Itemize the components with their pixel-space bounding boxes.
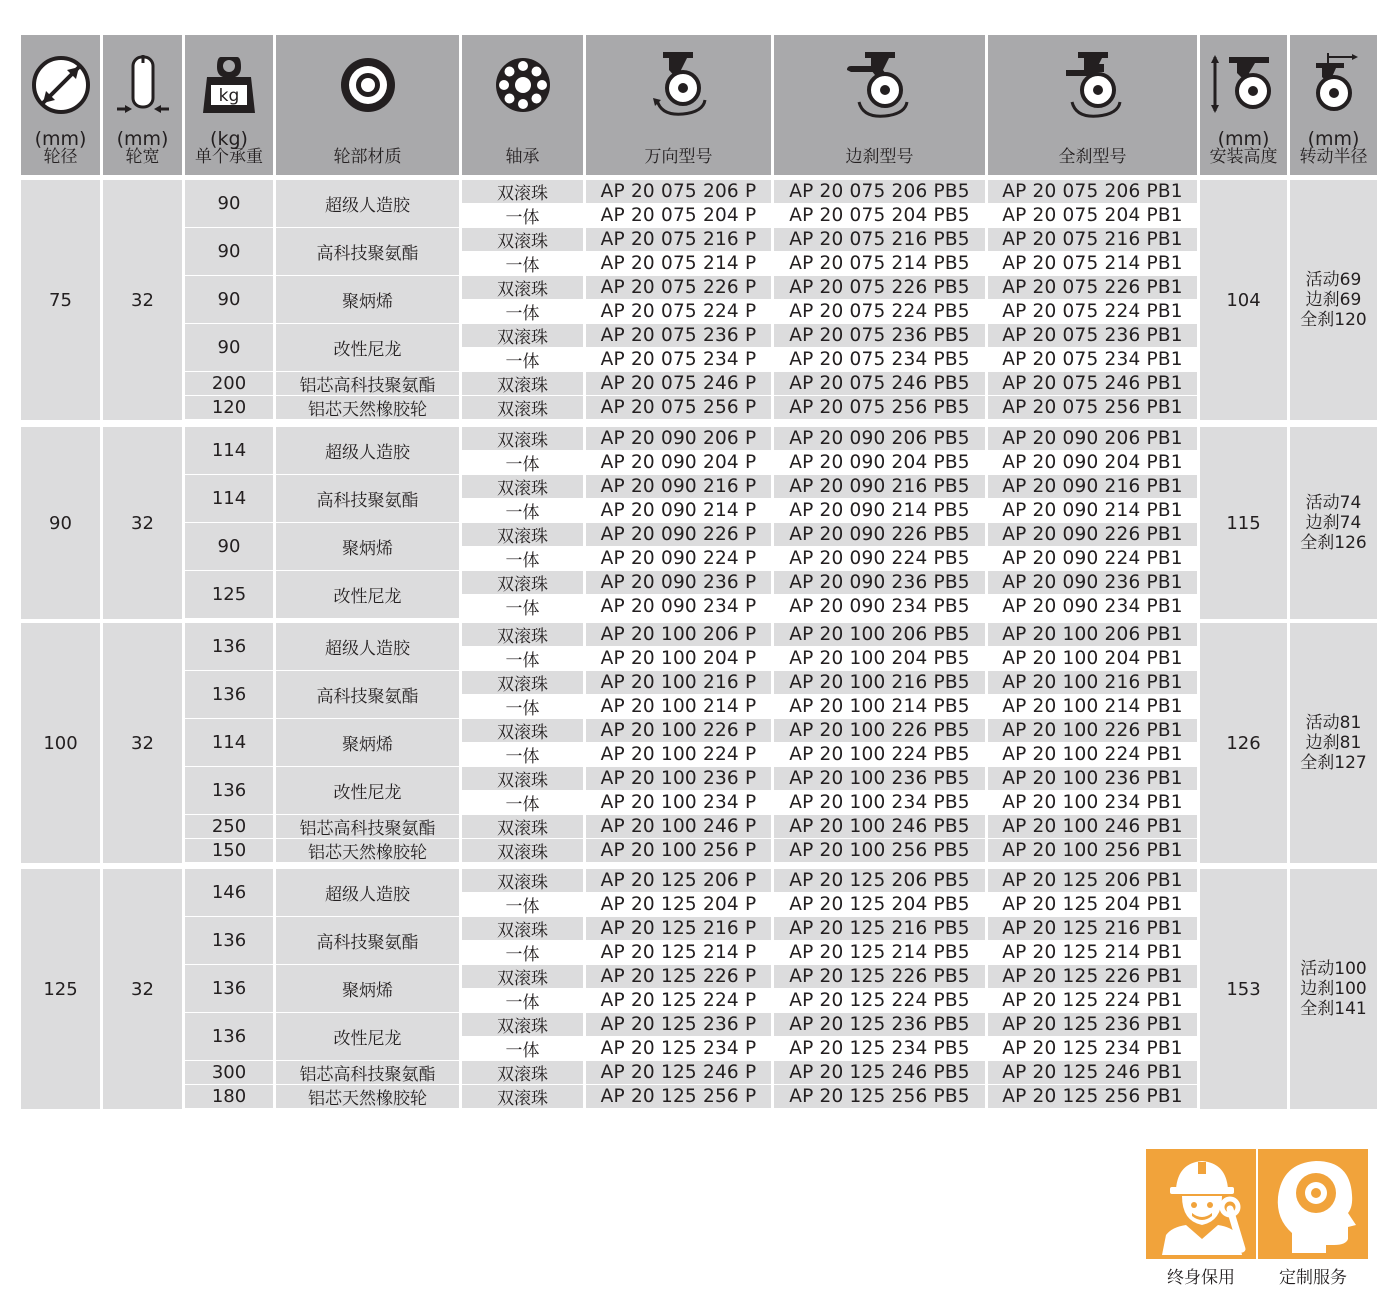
radius-line: 活动81 <box>1305 713 1362 733</box>
full-brake-model-cell: AP 20 075 246 PB1 <box>988 372 1197 395</box>
bearing-cell: 双滚珠 <box>462 372 583 395</box>
side-brake-model-cell: AP 20 100 224 PB5 <box>774 743 985 766</box>
bearing-cell: 双滚珠 <box>462 839 583 862</box>
swivel-model-cell: AP 20 090 226 P <box>586 523 771 546</box>
mount-height-cell: 115 <box>1200 427 1287 619</box>
full-brake-model-cell: AP 20 090 234 PB1 <box>988 595 1197 618</box>
material-cell: 超级人造胶 <box>276 623 459 670</box>
load-cell: 200 <box>185 372 273 395</box>
service-badges <box>1146 1149 1368 1289</box>
swivel-model-cell: AP 20 125 226 P <box>586 965 771 988</box>
material-cell: 高科技聚氨酯 <box>276 917 459 964</box>
side-brake-model-cell: AP 20 090 224 PB5 <box>774 547 985 570</box>
swivel-radius-cell <box>1290 869 1377 1109</box>
header-label: 安装高度 <box>1209 147 1278 167</box>
material-cell: 聚炳烯 <box>276 276 459 323</box>
header-width <box>103 35 182 175</box>
load-cell: 90 <box>185 276 273 323</box>
swivel-model-cell: AP 20 090 214 P <box>586 499 771 522</box>
full-brake-model-cell: AP 20 100 256 PB1 <box>988 839 1197 862</box>
full-brake-model-cell: AP 20 100 236 PB1 <box>988 767 1197 790</box>
header-full_brake <box>988 35 1197 175</box>
material-cell: 聚炳烯 <box>276 965 459 1012</box>
side-brake-model-cell: AP 20 075 206 PB5 <box>774 180 985 203</box>
radius-line: 活动69 <box>1305 270 1362 290</box>
swivel-radius-cell <box>1290 427 1377 619</box>
material-cell: 聚炳烯 <box>276 719 459 766</box>
material-cell: 聚炳烯 <box>276 523 459 570</box>
swivel-model-cell: AP 20 100 214 P <box>586 695 771 718</box>
material-cell: 铝芯天然橡胶轮 <box>276 396 459 419</box>
side-brake-model-cell: AP 20 125 206 PB5 <box>774 869 985 892</box>
radius-line: 全刹126 <box>1300 533 1367 553</box>
wheel-material-icon <box>336 45 400 125</box>
full-brake-model-cell: AP 20 090 236 PB1 <box>988 571 1197 594</box>
swivel-model-cell: AP 20 075 216 P <box>586 228 771 251</box>
material-cell: 改性尼龙 <box>276 767 459 814</box>
full-brake-caster-icon <box>1058 45 1128 125</box>
bearing-cell: 双滚珠 <box>462 671 583 694</box>
bearing-cell: 双滚珠 <box>462 571 583 594</box>
material-cell: 铝芯高科技聚氨酯 <box>276 815 459 838</box>
bearing-cell: 双滚珠 <box>462 475 583 498</box>
header-unit: (mm) <box>1307 128 1360 150</box>
swivel-model-cell: AP 20 090 234 P <box>586 595 771 618</box>
bearing-cell: 一体 <box>462 451 583 474</box>
full-brake-model-cell: AP 20 100 246 PB1 <box>988 815 1197 838</box>
bearing-cell: 一体 <box>462 204 583 227</box>
swivel-model-cell: AP 20 100 206 P <box>586 623 771 646</box>
swivel-model-cell: AP 20 100 224 P <box>586 743 771 766</box>
side-brake-model-cell: AP 20 090 236 PB5 <box>774 571 985 594</box>
wheel-width-cell: 32 <box>103 623 182 863</box>
full-brake-model-cell: AP 20 100 234 PB1 <box>988 791 1197 814</box>
swivel-model-cell: AP 20 075 204 P <box>586 204 771 227</box>
load-cell: 90 <box>185 180 273 227</box>
mount-height-cell: 126 <box>1200 623 1287 863</box>
swivel-radius-cell <box>1290 180 1377 420</box>
header-label: 轮径 <box>43 147 78 167</box>
wheel-width-cell: 32 <box>103 427 182 619</box>
load-cell: 114 <box>185 719 273 766</box>
full-brake-model-cell: AP 20 125 234 PB1 <box>988 1037 1197 1060</box>
load-cell: 114 <box>185 475 273 522</box>
header-unit: (mm) <box>34 128 87 150</box>
bearing-cell: 双滚珠 <box>462 869 583 892</box>
radius-line: 活动100 <box>1300 959 1367 979</box>
bearing-cell: 双滚珠 <box>462 719 583 742</box>
bearing-cell: 双滚珠 <box>462 276 583 299</box>
weight-kg-icon <box>197 45 261 125</box>
side-brake-model-cell: AP 20 125 246 PB5 <box>774 1061 985 1084</box>
swivel-model-cell: AP 20 075 206 P <box>586 180 771 203</box>
mount-height-cell: 104 <box>1200 180 1287 420</box>
full-brake-model-cell: AP 20 075 224 PB1 <box>988 300 1197 323</box>
material-cell: 铝芯高科技聚氨酯 <box>276 372 459 395</box>
swivel-model-cell: AP 20 075 246 P <box>586 372 771 395</box>
load-cell: 114 <box>185 427 273 474</box>
full-brake-model-cell: AP 20 075 216 PB1 <box>988 228 1197 251</box>
full-brake-model-cell: AP 20 100 214 PB1 <box>988 695 1197 718</box>
full-brake-model-cell: AP 20 125 224 PB1 <box>988 989 1197 1012</box>
badge-label-custom: 定制服务 <box>1279 1268 1347 1288</box>
side-brake-model-cell: AP 20 075 246 PB5 <box>774 372 985 395</box>
full-brake-model-cell: AP 20 125 216 PB1 <box>988 917 1197 940</box>
side-brake-model-cell: AP 20 125 226 PB5 <box>774 965 985 988</box>
header-label: 边刹型号 <box>845 147 914 167</box>
header-label: 轮部材质 <box>333 147 402 167</box>
load-cell: 136 <box>185 965 273 1012</box>
side-brake-model-cell: AP 20 125 216 PB5 <box>774 917 985 940</box>
header-label: 转动半径 <box>1299 147 1368 167</box>
swivel-model-cell: AP 20 075 226 P <box>586 276 771 299</box>
load-cell: 136 <box>185 623 273 670</box>
side-brake-model-cell: AP 20 125 224 PB5 <box>774 989 985 1012</box>
full-brake-model-cell: AP 20 125 204 PB1 <box>988 893 1197 916</box>
side-brake-model-cell: AP 20 090 214 PB5 <box>774 499 985 522</box>
header-label: 万向型号 <box>644 147 713 167</box>
full-brake-model-cell: AP 20 125 226 PB1 <box>988 965 1197 988</box>
bearing-cell: 双滚珠 <box>462 965 583 988</box>
header-height <box>1200 35 1287 175</box>
full-brake-model-cell: AP 20 075 226 PB1 <box>988 276 1197 299</box>
worker-helmet-wrench-icon <box>1146 1149 1256 1259</box>
load-cell: 136 <box>185 671 273 718</box>
material-cell: 超级人造胶 <box>276 869 459 916</box>
swivel-model-cell: AP 20 100 226 P <box>586 719 771 742</box>
header-swivel <box>586 35 771 175</box>
material-cell: 改性尼龙 <box>276 1013 459 1060</box>
side-brake-model-cell: AP 20 100 216 PB5 <box>774 671 985 694</box>
radius-line: 全刹127 <box>1300 753 1367 773</box>
bearing-cell: 一体 <box>462 252 583 275</box>
material-cell: 改性尼龙 <box>276 324 459 371</box>
bearing-cell: 双滚珠 <box>462 623 583 646</box>
load-cell: 250 <box>185 815 273 838</box>
mount-height-icon <box>1209 45 1279 125</box>
bearing-cell: 双滚珠 <box>462 1085 583 1108</box>
swivel-model-cell: AP 20 125 216 P <box>586 917 771 940</box>
radius-line: 边刹81 <box>1305 733 1362 753</box>
header-side_brake <box>774 35 985 175</box>
bearing-cell: 双滚珠 <box>462 180 583 203</box>
side-brake-model-cell: AP 20 100 256 PB5 <box>774 839 985 862</box>
swivel-model-cell: AP 20 075 214 P <box>586 252 771 275</box>
wheel-diameter-cell: 125 <box>21 869 100 1109</box>
material-cell: 高科技聚氨酯 <box>276 228 459 275</box>
ball-bearing-icon <box>491 45 555 125</box>
swivel-caster-icon <box>647 45 711 125</box>
side-brake-model-cell: AP 20 125 214 PB5 <box>774 941 985 964</box>
bearing-cell: 双滚珠 <box>462 917 583 940</box>
full-brake-model-cell: AP 20 125 246 PB1 <box>988 1061 1197 1084</box>
full-brake-model-cell: AP 20 075 236 PB1 <box>988 324 1197 347</box>
full-brake-model-cell: AP 20 090 216 PB1 <box>988 475 1197 498</box>
wheel-diameter-cell: 100 <box>21 623 100 863</box>
side-brake-model-cell: AP 20 125 234 PB5 <box>774 1037 985 1060</box>
bearing-cell: 一体 <box>462 941 583 964</box>
bearing-cell: 双滚珠 <box>462 1013 583 1036</box>
material-cell: 铝芯天然橡胶轮 <box>276 1085 459 1108</box>
bearing-cell: 双滚珠 <box>462 427 583 450</box>
load-cell: 180 <box>185 1085 273 1108</box>
wheel-width-cell: 32 <box>103 180 182 420</box>
swivel-model-cell: AP 20 125 204 P <box>586 893 771 916</box>
swivel-model-cell: AP 20 100 246 P <box>586 815 771 838</box>
bearing-cell: 一体 <box>462 695 583 718</box>
swivel-model-cell: AP 20 075 234 P <box>586 348 771 371</box>
side-brake-model-cell: AP 20 090 206 PB5 <box>774 427 985 450</box>
swivel-model-cell: AP 20 125 256 P <box>586 1085 771 1108</box>
bearing-cell: 一体 <box>462 1037 583 1060</box>
header-material <box>276 35 459 175</box>
bearing-cell: 双滚珠 <box>462 324 583 347</box>
full-brake-model-cell: AP 20 075 234 PB1 <box>988 348 1197 371</box>
bearing-cell: 双滚珠 <box>462 815 583 838</box>
header-unit: (mm) <box>116 128 169 150</box>
full-brake-model-cell: AP 20 100 204 PB1 <box>988 647 1197 670</box>
load-cell: 136 <box>185 917 273 964</box>
full-brake-model-cell: AP 20 100 226 PB1 <box>988 719 1197 742</box>
wheel-diameter-icon <box>29 45 93 125</box>
wheel-width-cell: 32 <box>103 869 182 1109</box>
swivel-model-cell: AP 20 125 206 P <box>586 869 771 892</box>
radius-line: 边刹69 <box>1305 290 1362 310</box>
material-cell: 铝芯天然橡胶轮 <box>276 839 459 862</box>
full-brake-model-cell: AP 20 125 214 PB1 <box>988 941 1197 964</box>
swivel-model-cell: AP 20 125 246 P <box>586 1061 771 1084</box>
swivel-model-cell: AP 20 100 234 P <box>586 791 771 814</box>
side-brake-model-cell: AP 20 125 204 PB5 <box>774 893 985 916</box>
side-brake-model-cell: AP 20 100 234 PB5 <box>774 791 985 814</box>
bearing-cell: 双滚珠 <box>462 767 583 790</box>
bearing-cell: 一体 <box>462 348 583 371</box>
radius-line: 边刹100 <box>1300 979 1367 999</box>
bearing-cell: 一体 <box>462 300 583 323</box>
head-gear-icon <box>1258 1149 1368 1259</box>
load-cell: 90 <box>185 228 273 275</box>
bearing-cell: 一体 <box>462 791 583 814</box>
swivel-model-cell: AP 20 090 206 P <box>586 427 771 450</box>
bearing-cell: 双滚珠 <box>462 523 583 546</box>
header-unit: (mm) <box>1217 128 1270 150</box>
swivel-model-cell: AP 20 075 256 P <box>586 396 771 419</box>
swivel-model-cell: AP 20 090 216 P <box>586 475 771 498</box>
header-label: 轴承 <box>505 147 540 167</box>
material-cell: 高科技聚氨酯 <box>276 671 459 718</box>
material-cell: 改性尼龙 <box>276 571 459 618</box>
load-cell: 300 <box>185 1061 273 1084</box>
swivel-model-cell: AP 20 075 236 P <box>586 324 771 347</box>
full-brake-model-cell: AP 20 075 204 PB1 <box>988 204 1197 227</box>
side-brake-model-cell: AP 20 075 224 PB5 <box>774 300 985 323</box>
header-diameter <box>21 35 100 175</box>
wheel-width-icon <box>113 45 173 125</box>
bearing-cell: 双滚珠 <box>462 228 583 251</box>
header-label: 轮宽 <box>125 147 160 167</box>
bearing-cell: 双滚珠 <box>462 1061 583 1084</box>
swivel-model-cell: AP 20 125 224 P <box>586 989 771 1012</box>
bearing-cell: 一体 <box>462 647 583 670</box>
side-brake-model-cell: AP 20 075 256 PB5 <box>774 396 985 419</box>
side-brake-model-cell: AP 20 100 206 PB5 <box>774 623 985 646</box>
side-brake-caster-icon <box>845 45 915 125</box>
mount-height-cell: 153 <box>1200 869 1287 1109</box>
radius-line: 边刹74 <box>1305 513 1362 533</box>
load-cell: 150 <box>185 839 273 862</box>
swivel-model-cell: AP 20 100 236 P <box>586 767 771 790</box>
full-brake-model-cell: AP 20 090 204 PB1 <box>988 451 1197 474</box>
side-brake-model-cell: AP 20 090 204 PB5 <box>774 451 985 474</box>
bearing-cell: 双滚珠 <box>462 396 583 419</box>
side-brake-model-cell: AP 20 100 226 PB5 <box>774 719 985 742</box>
load-cell: 136 <box>185 1013 273 1060</box>
material-cell: 超级人造胶 <box>276 427 459 474</box>
swivel-model-cell: AP 20 090 236 P <box>586 571 771 594</box>
header-label: 全刹型号 <box>1058 147 1127 167</box>
header-radius <box>1290 35 1377 175</box>
swivel-radius-icon <box>1302 45 1366 125</box>
header-bearing <box>462 35 583 175</box>
material-cell: 铝芯高科技聚氨酯 <box>276 1061 459 1084</box>
load-cell: 136 <box>185 767 273 814</box>
side-brake-model-cell: AP 20 100 204 PB5 <box>774 647 985 670</box>
swivel-model-cell: AP 20 090 204 P <box>586 451 771 474</box>
side-brake-model-cell: AP 20 090 216 PB5 <box>774 475 985 498</box>
full-brake-model-cell: AP 20 090 214 PB1 <box>988 499 1197 522</box>
full-brake-model-cell: AP 20 090 226 PB1 <box>988 523 1197 546</box>
load-cell: 90 <box>185 324 273 371</box>
side-brake-model-cell: AP 20 125 256 PB5 <box>774 1085 985 1108</box>
side-brake-model-cell: AP 20 100 236 PB5 <box>774 767 985 790</box>
radius-line: 全刹120 <box>1300 310 1367 330</box>
side-brake-model-cell: AP 20 075 214 PB5 <box>774 252 985 275</box>
wheel-diameter-cell: 90 <box>21 427 100 619</box>
side-brake-model-cell: AP 20 075 236 PB5 <box>774 324 985 347</box>
bearing-cell: 一体 <box>462 499 583 522</box>
radius-line: 活动74 <box>1305 493 1362 513</box>
full-brake-model-cell: AP 20 125 236 PB1 <box>988 1013 1197 1036</box>
full-brake-model-cell: AP 20 100 206 PB1 <box>988 623 1197 646</box>
side-brake-model-cell: AP 20 100 214 PB5 <box>774 695 985 718</box>
side-brake-model-cell: AP 20 075 226 PB5 <box>774 276 985 299</box>
full-brake-model-cell: AP 20 100 216 PB1 <box>988 671 1197 694</box>
full-brake-model-cell: AP 20 075 256 PB1 <box>988 396 1197 419</box>
side-brake-model-cell: AP 20 100 246 PB5 <box>774 815 985 838</box>
side-brake-model-cell: AP 20 090 234 PB5 <box>774 595 985 618</box>
load-cell: 120 <box>185 396 273 419</box>
side-brake-model-cell: AP 20 075 234 PB5 <box>774 348 985 371</box>
bearing-cell: 一体 <box>462 743 583 766</box>
full-brake-model-cell: AP 20 075 206 PB1 <box>988 180 1197 203</box>
full-brake-model-cell: AP 20 090 224 PB1 <box>988 547 1197 570</box>
bearing-cell: 一体 <box>462 893 583 916</box>
header-unit: (kg) <box>210 128 248 150</box>
load-cell: 90 <box>185 523 273 570</box>
full-brake-model-cell: AP 20 100 224 PB1 <box>988 743 1197 766</box>
full-brake-model-cell: AP 20 090 206 PB1 <box>988 427 1197 450</box>
swivel-model-cell: AP 20 090 224 P <box>586 547 771 570</box>
side-brake-model-cell: AP 20 090 226 PB5 <box>774 523 985 546</box>
swivel-model-cell: AP 20 075 224 P <box>586 300 771 323</box>
swivel-radius-cell <box>1290 623 1377 863</box>
full-brake-model-cell: AP 20 125 256 PB1 <box>988 1085 1197 1108</box>
bearing-cell: 一体 <box>462 595 583 618</box>
material-cell: 超级人造胶 <box>276 180 459 227</box>
swivel-model-cell: AP 20 125 214 P <box>586 941 771 964</box>
full-brake-model-cell: AP 20 125 206 PB1 <box>988 869 1197 892</box>
bearing-cell: 一体 <box>462 547 583 570</box>
kg-label: kg <box>218 86 240 106</box>
side-brake-model-cell: AP 20 125 236 PB5 <box>774 1013 985 1036</box>
bearing-cell: 一体 <box>462 989 583 1012</box>
badge-label-lifetime: 终身保用 <box>1167 1268 1235 1288</box>
side-brake-model-cell: AP 20 075 216 PB5 <box>774 228 985 251</box>
swivel-model-cell: AP 20 125 234 P <box>586 1037 771 1060</box>
swivel-model-cell: AP 20 100 204 P <box>586 647 771 670</box>
header-label: 单个承重 <box>195 147 263 167</box>
load-cell: 125 <box>185 571 273 618</box>
swivel-model-cell: AP 20 100 256 P <box>586 839 771 862</box>
radius-line: 全刹141 <box>1300 999 1367 1019</box>
swivel-model-cell: AP 20 100 216 P <box>586 671 771 694</box>
load-cell: 146 <box>185 869 273 916</box>
side-brake-model-cell: AP 20 075 204 PB5 <box>774 204 985 227</box>
swivel-model-cell: AP 20 125 236 P <box>586 1013 771 1036</box>
full-brake-model-cell: AP 20 075 214 PB1 <box>988 252 1197 275</box>
material-cell: 高科技聚氨酯 <box>276 475 459 522</box>
header-load <box>185 35 273 175</box>
wheel-diameter-cell: 75 <box>21 180 100 420</box>
